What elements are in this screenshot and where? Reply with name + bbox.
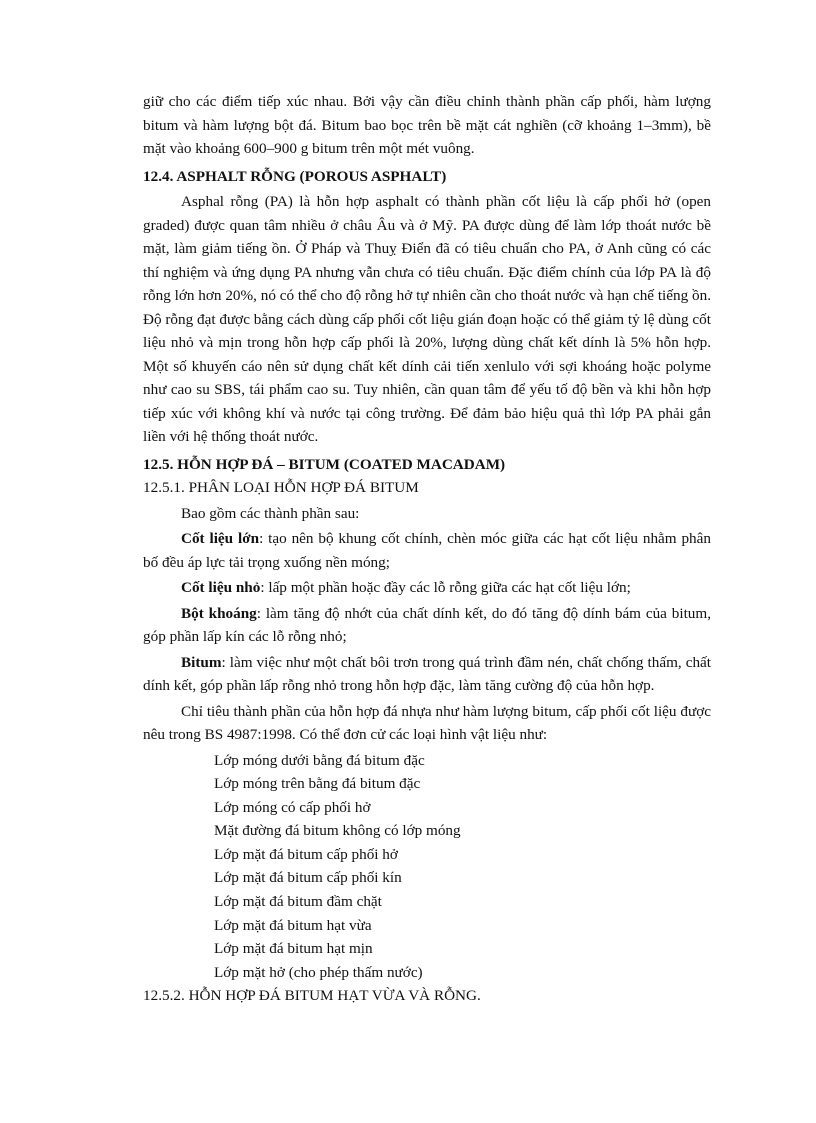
component-description: : làm tăng độ nhớt của chất dính kết, do đó tăng độ dính bám của bitum, góp phần lấp kín các lỗ rỗng nhỏ; xyxy=(143,604,712,645)
list-item: Lớp móng dưới bằng đá bitum đặc xyxy=(214,751,425,769)
section-12-5-2-heading: 12.5.2. HỖN HỢP ĐÁ BITUM HẠT VỪA VÀ RỖNG. xyxy=(143,987,481,1005)
component-term: Cốt liệu nhỏ xyxy=(181,579,261,596)
list-item: Lớp mặt hở (cho phép thấm nước) xyxy=(214,963,423,981)
spec-paragraph: Chỉ tiêu thành phần của hỗn hợp đá nhựa như hàm lượng bitum, cấp phối cốt liệu được nêu trong BS 4987:1998. Có thể đơn cử các loại hình vật liệu như: xyxy=(143,702,711,743)
component-description: : làm việc như một chất bôi trơn trong quá trình đầm nén, chất chống thấm, chất dính kết, góp phần lấp rỗng nhỏ trong hỗn hợp đặc, làm tăng cường độ của hỗn hợp. xyxy=(143,653,711,694)
document-page xyxy=(143,90,711,1008)
list-item: Lớp mặt đá bitum cấp phối hở xyxy=(214,845,398,863)
list-item: Lớp mặt đá bitum đầm chặt xyxy=(214,893,382,911)
component-fine-aggregate xyxy=(143,576,711,600)
intro-paragraph: giữ cho các điểm tiếp xúc nhau. Bởi vậy cần điều chỉnh thành phần cấp phối, hàm lượng bitum và hàm lượng bột đá. Bitum bao bọc trên bề mặt cát nghiền (cỡ khoảng 1–3mm), bề mặt vào khoảng 600–900 g bitum trên một mét vuông. xyxy=(143,93,711,157)
list-item: Lớp mặt đá bitum hạt vừa xyxy=(214,916,372,934)
list-item: Lớp móng trên bằng đá bitum đặc xyxy=(214,775,421,793)
material-types-list xyxy=(143,749,711,985)
component-bitumen xyxy=(143,651,711,698)
section-12-5-heading: 12.5. HỖN HỢP ĐÁ – BITUM (COATED MACADAM) xyxy=(143,455,506,473)
list-item: Mặt đường đá bitum không có lớp móng xyxy=(214,822,461,840)
list-item: Lớp móng có cấp phối hở xyxy=(214,798,371,816)
section-12-4-heading: 12.4. ASPHALT RỖNG (POROUS ASPHALT) xyxy=(143,167,447,185)
component-coarse-aggregate xyxy=(143,527,711,574)
component-description: : lấp một phần hoặc đầy các lỗ rỗng giữa các hạt cốt liệu lớn; xyxy=(260,579,631,596)
component-term: Bitum xyxy=(181,653,222,671)
section-12-5-1-heading: 12.5.1. PHÂN LOẠI HỖN HỢP ĐÁ BITUM xyxy=(143,479,419,496)
component-description: : tạo nên bộ khung cốt chính, chèn móc giữa các hạt cốt liệu nhằm phân bố đều áp lực tải trọng xuống nền móng; xyxy=(143,530,711,571)
component-term: Bột khoáng xyxy=(181,604,257,622)
list-item: Lớp mặt đá bitum hạt mịn xyxy=(214,940,373,958)
list-item: Lớp mặt đá bitum cấp phối kín xyxy=(214,869,402,887)
component-mineral-filler xyxy=(143,602,711,649)
porous-asphalt-paragraph: Asphal rỗng (PA) là hỗn hợp asphalt có thành phần cốt liệu là cấp phối hở (open graded) được quan tâm nhiều ở châu Âu và ở Mỹ. PA được dùng để làm lớp thoát nước bề mặt, làm giảm tiếng ồn. Ở Pháp và Thuỵ Điển đã có tiêu chuẩn cho PA, ở Anh cũng có các thí nghiệm và ứng dụng PA nhưng vẫn chưa có tiêu chuẩn. Đặc điểm chính của lớp PA là độ rỗng lớn hơn 20%, nó có thể cho độ rỗng hở tự nhiên cần cho thoát nước và hạn chế tiếng ồn. Độ rỗng đạt được bằng cách dùng cấp phối cốt liệu gián đoạn hoặc có thể giảm tỷ lệ dùng cốt liệu nhỏ và mịn trong hỗn hợp cấp phối là 20%, lượng dùng chất kết dính là 5% hỗn hợp. Một số khuyến cáo nên sử dụng chất kết dính cải tiến xenlulo với sợi khoáng hoặc polyme như cao su SBS, tái phẩm cao su. Tuy nhiên, cần quan tâm để yếu tố độ bền và khi hỗn hợp tiếp xúc với không khí và nước tại công trường. Để đảm bảo hiệu quả thì lớp PA phải gắn liền với hệ thống thoát nước. xyxy=(143,193,711,445)
components-intro: Bao gồm các thành phần sau: xyxy=(181,504,360,522)
component-term: Cốt liệu lớn xyxy=(181,530,260,547)
